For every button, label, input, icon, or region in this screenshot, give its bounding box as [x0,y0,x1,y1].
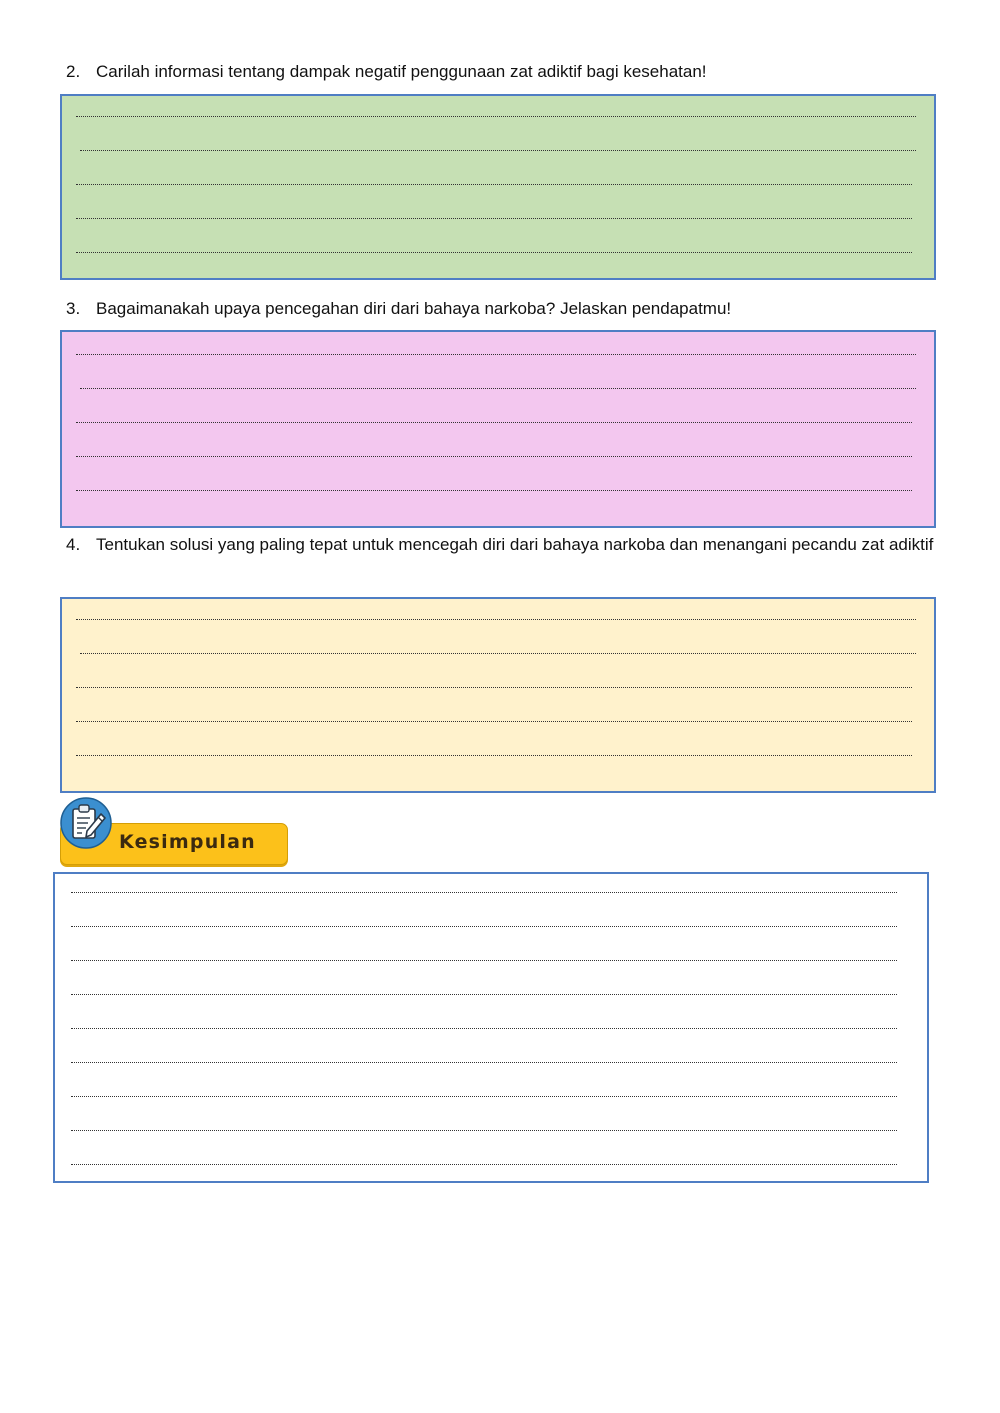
answer-line[interactable] [71,1028,897,1029]
answer-box-question-2[interactable] [60,94,936,280]
question-2 [66,56,936,87]
answer-line[interactable] [76,687,912,688]
question-number: 3. [66,299,81,318]
answer-line[interactable] [76,116,916,117]
question-text: Carilah informasi tentang dampak negatif penggunaan zat adiktif bagi kesehatan! [96,62,707,81]
question-text: Bagaimanakah upaya pencegahan diri dari bahaya narkoba? Jelaskan pendapatmu! [96,299,732,318]
answer-line[interactable] [71,892,897,893]
answer-line[interactable] [76,184,912,185]
answer-line[interactable] [76,354,916,355]
question-number: 2. [66,62,81,81]
answer-box-question-3[interactable] [60,330,936,528]
question-number: 4. [66,535,81,554]
question-text: Tentukan solusi yang paling tepat untuk mencegah diri dari bahaya narkoba dan menangani pecandu zat adiktif [96,535,934,554]
notepad-pencil-icon [60,797,112,849]
answer-line[interactable] [76,252,912,253]
question-3 [66,293,936,324]
answer-line[interactable] [71,1096,897,1097]
answer-line[interactable] [80,388,916,389]
answer-line[interactable] [80,150,916,151]
answer-line[interactable] [71,1164,897,1165]
conclusion-answer-box[interactable] [53,872,929,1183]
conclusion-label: Kesimpulan [119,831,256,853]
answer-line[interactable] [76,755,912,756]
answer-line[interactable] [71,1062,897,1063]
answer-line[interactable] [76,218,912,219]
answer-box-question-4[interactable] [60,597,936,793]
answer-line[interactable] [76,619,916,620]
question-4 [66,529,936,560]
answer-line[interactable] [76,490,912,491]
answer-line[interactable] [80,653,916,654]
answer-line[interactable] [76,422,912,423]
answer-line[interactable] [71,926,897,927]
answer-line[interactable] [76,721,912,722]
answer-line[interactable] [71,960,897,961]
answer-line[interactable] [71,994,897,995]
answer-line[interactable] [71,1130,897,1131]
answer-line[interactable] [76,456,912,457]
